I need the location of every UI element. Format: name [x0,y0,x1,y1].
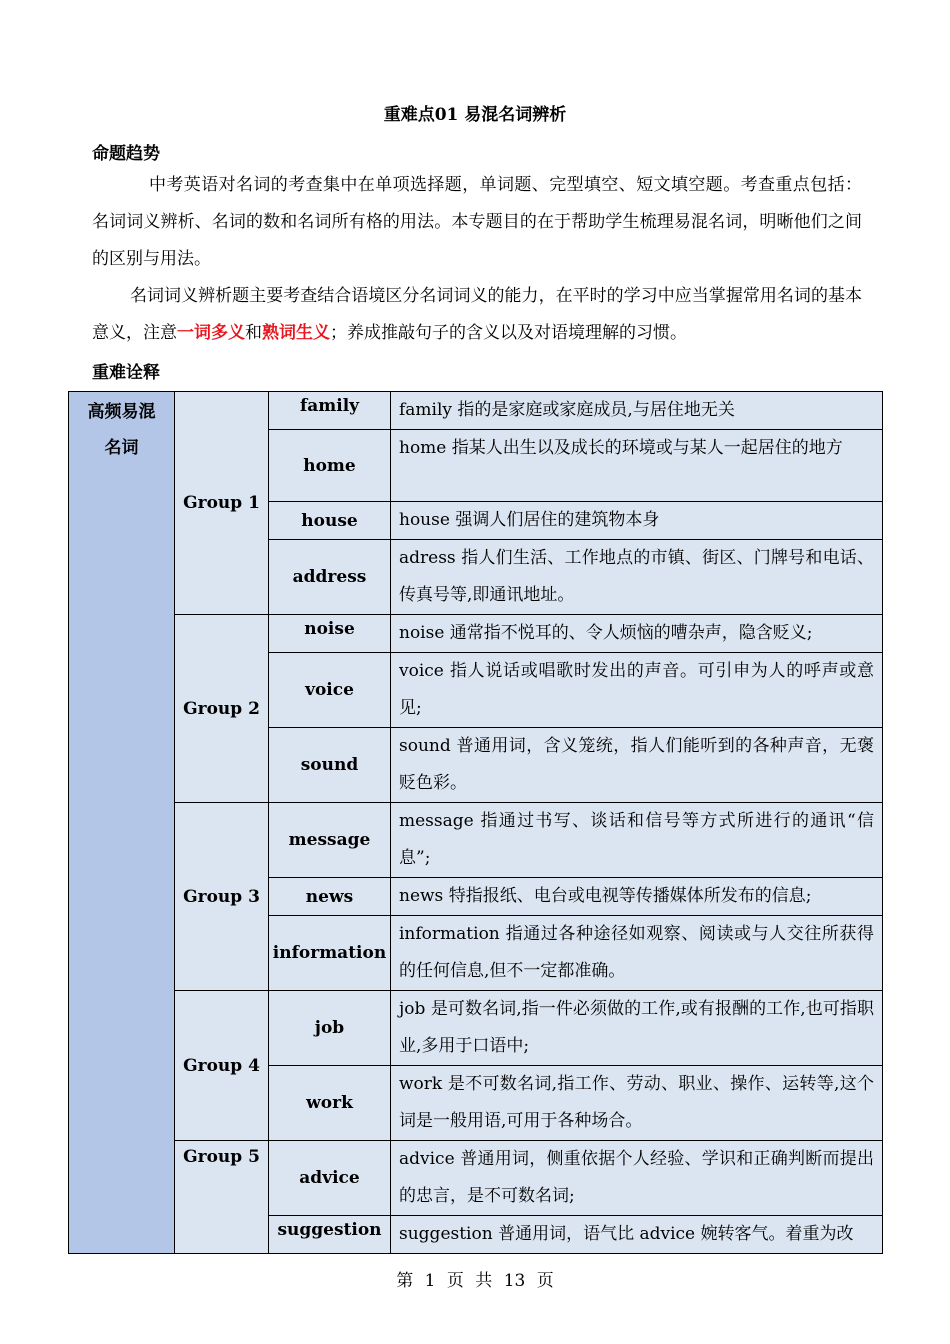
word-cell: suggestion [269,1216,391,1254]
definition-cell: family 指的是家庭或家庭成员,与居住地无关 [391,392,883,430]
header-cell [69,392,175,1254]
intro-paragraph-2-part1: 名词词义辨析题主要考查结合语境区分名词词义的能力，在平时的学习中应当掌握常用名词的基本意义，注意 [92,286,862,343]
header-label: 高频易混名词 [87,402,156,458]
intro-paragraph-2-part2: ；养成推敲句子的含义以及对语境理解的习惯。 [330,323,687,343]
definition-cell: information 指通过各种途径如观察、阅读或与人交往所获得的任何信息,但不一定都准确。 [391,916,883,991]
word-cell: address [269,540,391,615]
word-cell: house [269,502,391,540]
definition-cell: suggestion 普通用词，语气比 advice 婉转客气。着重为改 [391,1216,883,1254]
definition-cell: home 指某人出生以及成长的环境或与某人一起居住的地方 [391,430,883,502]
word-cell: voice [269,653,391,728]
word-cell: family [269,392,391,430]
definition-cell: voice 指人说话或唱歌时发出的声音。可引申为人的呼声或意见; [391,653,883,728]
definition-cell: adress 指人们生活、工作地点的市镇、街区、门牌号和电话、传真号等,即通讯地址。 [391,540,883,615]
intro-paragraph-2 [92,278,862,352]
word-cell: job [269,991,391,1066]
group-label: Group 1 [175,392,269,615]
explain-heading: 重难诠释 [92,363,160,383]
vocab-table [68,391,883,1254]
table-row [69,392,883,430]
definition-cell: advice 普通用词，侧重依据个人经验、学识和正确判断而提出的忠言，是不可数名词; [391,1141,883,1216]
word-cell: noise [269,615,391,653]
definition-cell: sound 普通用词，含义笼统，指人们能听到的各种声音，无褒贬色彩。 [391,728,883,803]
page-footer: 第 1 页 共 13 页 [396,1271,554,1291]
word-cell: work [269,1066,391,1141]
group-label: Group 3 [175,803,269,991]
word-cell: message [269,803,391,878]
definition-cell: news 特指报纸、电台或电视等传播媒体所发布的信息; [391,878,883,916]
definition-cell: noise 通常指不悦耳的、令人烦恼的嘈杂声，隐含贬义; [391,615,883,653]
definition-cell: work 是不可数名词,指工作、劳动、职业、操作、运转等,这个词是一般用语,可用于各种场合。 [391,1066,883,1141]
table-row [69,803,883,878]
word-cell: home [269,430,391,502]
group-label: Group 5 [175,1141,269,1254]
table-row [69,991,883,1066]
highlight-familiar-word-new-meaning: 熟词生义 [262,323,330,343]
word-cell: advice [269,1141,391,1216]
word-cell: sound [269,728,391,803]
table-row [69,1141,883,1216]
definition-cell: job 是可数名词,指一件必须做的工作,或有报酬的工作,也可指职业,多用于口语中; [391,991,883,1066]
intro-paragraph-2-and: 和 [245,323,262,343]
group-label: Group 2 [175,615,269,803]
group-label: Group 4 [175,991,269,1141]
page-title: 重难点01 易混名词辨析 [383,105,567,125]
word-cell: news [269,878,391,916]
intro-paragraph-1-text: 中考英语对名词的考查集中在单项选择题，单词题、完型填空、短文填空题。考查重点包括：名词词义辨析、名词的数和名词所有格的用法。本专题目的在于帮助学生梳理易混名词，明晰他们之间的区别与用法。 [92,175,862,269]
definition-cell: message 指通过书写、谈话和信号等方式所进行的通讯“信息”; [391,803,883,878]
trend-heading: 命题趋势 [92,144,160,164]
table-row [69,615,883,653]
highlight-polysemy: 一词多义 [177,323,245,343]
definition-cell: house 强调人们居住的建筑物本身 [391,502,883,540]
intro-paragraph-1 [92,167,862,278]
word-cell: information [269,916,391,991]
